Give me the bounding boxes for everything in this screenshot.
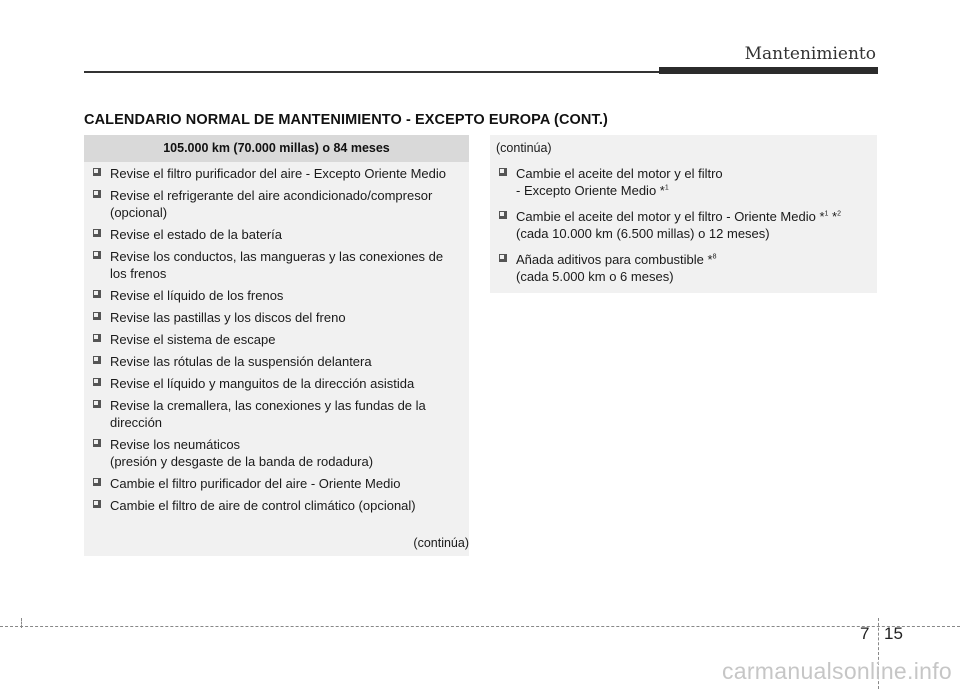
item-subtext-text: - Excepto Oriente Medio * — [516, 183, 665, 198]
item-text-main: Añada aditivos para combustible * — [516, 252, 713, 267]
list-item — [92, 436, 463, 470]
checkbox-icon — [93, 439, 101, 447]
checkbox-icon — [93, 190, 101, 198]
header-bar — [659, 67, 878, 74]
list-item — [92, 187, 463, 221]
left-table — [84, 135, 469, 556]
footnote-star: * — [828, 209, 838, 224]
continued-note: (continúa) — [496, 141, 552, 155]
item-subtext: (opcional) — [110, 205, 168, 220]
checkbox-icon — [93, 478, 101, 486]
list-item — [92, 309, 463, 326]
watermark: carmanualsonline.info — [721, 658, 952, 684]
checkbox-icon — [499, 254, 507, 262]
checkbox-icon — [93, 356, 101, 364]
list-item — [498, 165, 870, 199]
header-title: Mantenimiento — [744, 44, 876, 64]
checkbox-icon — [499, 168, 507, 176]
section-title: CALENDARIO NORMAL DE MANTENIMIENTO - EXCEPTO EUROPA (CONT.) — [84, 112, 608, 128]
item-text: Revise el sistema de escape — [110, 332, 276, 347]
right-items — [498, 165, 870, 294]
list-item — [92, 497, 463, 514]
list-item — [92, 287, 463, 304]
list-item — [498, 208, 870, 242]
item-text: Revise los neumáticos — [110, 437, 241, 452]
item-subtext: los frenos — [110, 266, 167, 281]
item-text-main: Cambie el aceite del motor y el filtro - Oriente Medio * — [516, 209, 825, 224]
item-subtext — [516, 182, 870, 199]
footnote-ref: 1 — [824, 210, 829, 218]
list-item — [92, 397, 463, 431]
list-item — [92, 475, 463, 492]
page-number: 15 — [884, 624, 903, 643]
item-text: Revise las pastillas y los discos del freno — [110, 310, 346, 325]
item-text: Revise el refrigerante del aire acondicionado/compresor — [110, 188, 433, 203]
list-item — [92, 353, 463, 370]
item-subtext: (cada 10.000 km (6.500 millas) o 12 meses) — [516, 226, 770, 241]
item-text — [516, 208, 870, 225]
item-text: Cambie el filtro purificador del aire - Oriente Medio — [110, 476, 401, 491]
checkbox-icon — [93, 500, 101, 508]
footer-divider — [21, 618, 22, 628]
list-item — [92, 226, 463, 243]
checkbox-icon — [93, 229, 101, 237]
item-text — [516, 251, 870, 268]
item-text: Cambie el aceite del motor y el filtro — [516, 166, 723, 181]
item-text: Revise el líquido y manguitos de la dirección asistida — [110, 376, 415, 391]
footnote-ref: 2 — [837, 210, 841, 218]
footer-rule — [0, 626, 960, 627]
item-text: Revise el estado de la batería — [110, 227, 282, 242]
checkbox-icon — [93, 400, 101, 408]
checkbox-icon — [93, 312, 101, 320]
item-text: Revise el filtro purificador del aire - Excepto Oriente Medio — [110, 166, 446, 181]
item-text: Revise los conductos, las mangueras y las conexiones de — [110, 249, 444, 264]
checkbox-icon — [93, 378, 101, 386]
right-table — [490, 135, 877, 293]
item-subtext: (cada 5.000 km o 6 meses) — [516, 269, 674, 284]
chapter-number: 7 — [860, 624, 870, 643]
item-subtext: (presión y desgaste de la banda de rodadura) — [110, 454, 374, 469]
item-text: Revise las rótulas de la suspensión delantera — [110, 354, 372, 369]
list-item — [498, 251, 870, 285]
footnote-ref: 1 — [664, 184, 669, 192]
table-header: 105.000 km (70.000 millas) o 84 meses — [84, 135, 469, 162]
checkbox-icon — [499, 211, 507, 219]
checkbox-icon — [93, 290, 101, 298]
list-item — [92, 331, 463, 348]
footnote-ref: 8 — [712, 253, 717, 261]
item-text: Revise el líquido de los frenos — [110, 288, 284, 303]
item-text: Cambie el filtro de aire de control climático (opcional) — [110, 498, 416, 513]
checkbox-icon — [93, 334, 101, 342]
checkbox-icon — [93, 251, 101, 259]
item-text: Revise la cremallera, las conexiones y las fundas de la — [110, 398, 426, 413]
continued-note: (continúa) — [413, 536, 469, 550]
list-item — [92, 375, 463, 392]
left-items — [84, 162, 469, 514]
checkbox-icon — [93, 168, 101, 176]
item-subtext: dirección — [110, 415, 163, 430]
header-rule — [84, 71, 660, 73]
list-item — [92, 165, 463, 182]
list-item — [92, 248, 463, 282]
